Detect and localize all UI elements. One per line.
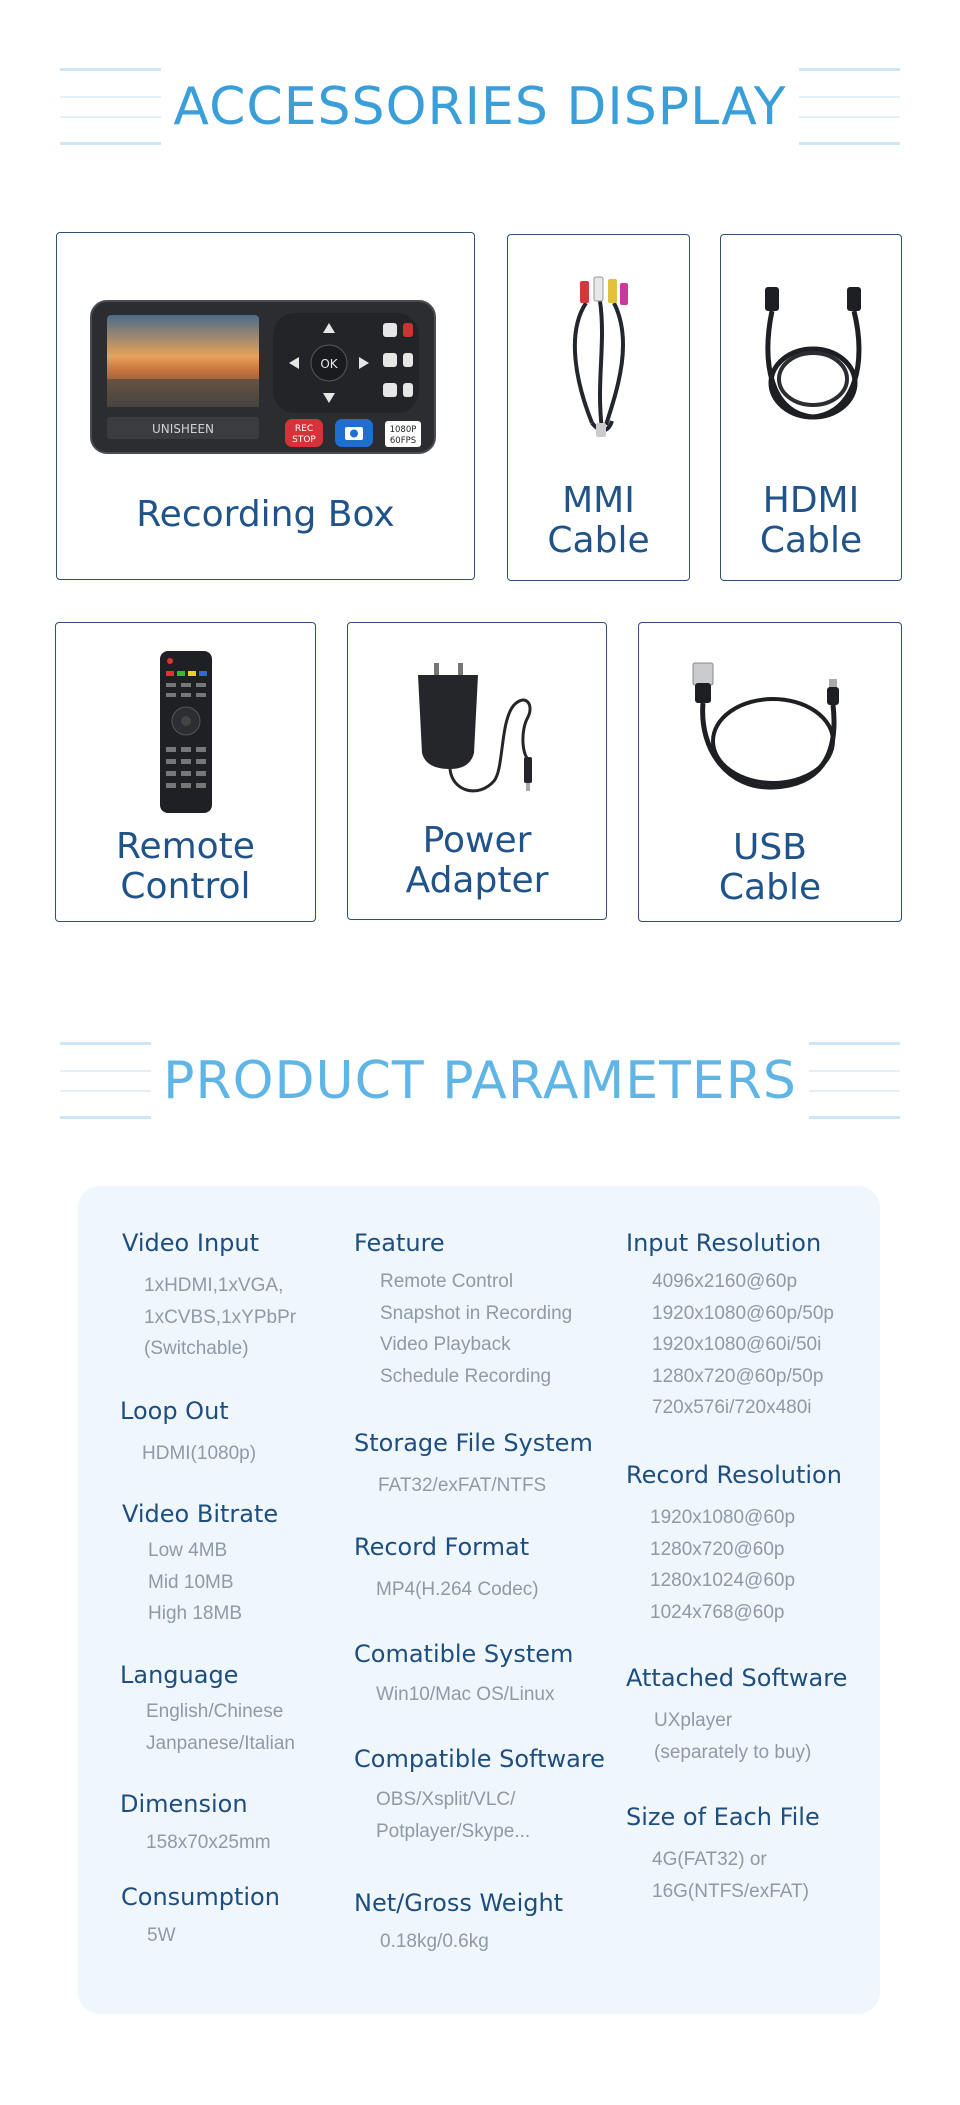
device-stop-text: STOP (292, 435, 316, 445)
accessory-label-power-adapter: Power Adapter (405, 820, 549, 901)
param-values: Remote Control Snapshot in Recording Video Playback Schedule Recording (380, 1271, 573, 1387)
param-heading: Record Resolution (626, 1461, 842, 1489)
param-size-of-each-file (626, 1802, 820, 1907)
param-values: 158x70x25mm (146, 1832, 271, 1853)
param-values: FAT32/exFAT/NTFS (378, 1475, 547, 1496)
hdmi-cable-image (751, 283, 875, 433)
param-values: MP4(H.264 Codec) (376, 1579, 539, 1600)
param-storage-file-system (354, 1428, 593, 1502)
param-values: Win10/Mac OS/Linux (376, 1684, 555, 1705)
param-compatible-system (354, 1639, 573, 1711)
accessory-card-recording-box (56, 232, 475, 580)
param-values: OBS/Xsplit/VLC/ Potplayer/Skype... (376, 1789, 531, 1842)
remote-control-image (158, 649, 214, 815)
usb-cable-image (689, 661, 857, 795)
param-attached-software (626, 1663, 847, 1768)
param-heading: Net/Gross Weight (354, 1889, 564, 1917)
param-heading: Compatible Software (354, 1745, 605, 1773)
device-badge-resolution: 1080P (389, 425, 417, 435)
param-values: 0.18kg/0.6kg (380, 1931, 489, 1952)
accessory-label-recording-box: Recording Box (136, 494, 395, 535)
param-record-resolution (626, 1460, 842, 1628)
param-heading: Loop Out (120, 1397, 229, 1425)
accessories-heading: ACCESSORIES DISPLAY (161, 66, 798, 148)
accessory-label-remote-control: Remote Control (116, 826, 255, 907)
device-badge-fps: 60FPS (389, 436, 417, 446)
param-feature (354, 1228, 572, 1392)
param-heading: Language (120, 1661, 239, 1689)
param-values: 4096x2160@60p 1920x1080@60p/50p 1920x1080@60i/50i 1280x720@60p/50p 720x576i/720x480i (652, 1271, 835, 1418)
accessory-card-mmi-cable (507, 234, 690, 581)
param-compatible-software (354, 1744, 605, 1847)
param-input-resolution (626, 1228, 834, 1424)
param-heading: Input Resolution (626, 1229, 822, 1257)
accessory-card-remote-control (55, 622, 316, 922)
parameters-section-title (60, 1040, 900, 1122)
param-values: 1920x1080@60p 1280x720@60p 1280x1024@60p 1024x768@60p (650, 1507, 796, 1623)
recording-box-image (89, 299, 437, 457)
param-language (120, 1660, 295, 1759)
parameters-heading: PRODUCT PARAMETERS (151, 1040, 809, 1122)
param-heading: Dimension (120, 1790, 248, 1818)
param-heading: Video Bitrate (122, 1500, 279, 1528)
param-heading: Record Format (354, 1533, 530, 1561)
param-values: 1xHDMI,1xVGA, 1xCVBS,1xYPbPr (Switchable) (144, 1275, 297, 1359)
param-values: UXplayer (separately to buy) (654, 1710, 812, 1763)
device-ok-text: OK (320, 357, 338, 371)
parameters-panel (78, 1186, 880, 2014)
accessory-label-hdmi-cable: HDMI Cable (759, 480, 863, 561)
param-values: 4G(FAT32) or 16G(NTFS/exFAT) (652, 1849, 809, 1902)
accessories-section-title (60, 66, 900, 148)
param-heading: Video Input (122, 1229, 260, 1257)
device-brand-text: UNISHEEN (151, 422, 215, 436)
mmi-cable-image (556, 273, 644, 439)
accessory-card-hdmi-cable (720, 234, 902, 581)
param-video-bitrate (122, 1499, 278, 1630)
accessory-label-mmi-cable: MMI Cable (547, 480, 650, 561)
param-heading: Size of Each File (626, 1803, 820, 1831)
param-values: English/Chinese Janpanese/Italian (146, 1701, 295, 1754)
param-heading: Attached Software (626, 1664, 848, 1692)
param-values: 5W (147, 1925, 176, 1946)
param-net-gross-weight (354, 1888, 563, 1958)
device-rec-text: REC (294, 424, 314, 434)
power-adapter-image (408, 661, 548, 803)
param-heading: Storage File System (354, 1429, 593, 1457)
param-heading: Feature (354, 1229, 445, 1257)
param-record-format (354, 1532, 539, 1606)
accessory-card-power-adapter (347, 622, 607, 920)
param-consumption (121, 1882, 280, 1952)
accessory-card-usb-cable (638, 622, 902, 922)
param-values: HDMI(1080p) (142, 1443, 257, 1464)
param-loop-out (120, 1396, 256, 1470)
param-values: Low 4MB Mid 10MB High 18MB (148, 1540, 242, 1624)
param-dimension (120, 1789, 271, 1859)
param-video-input (122, 1228, 296, 1365)
param-heading: Comatible System (354, 1640, 574, 1668)
param-heading: Consumption (121, 1883, 280, 1911)
accessory-label-usb-cable: USB Cable (718, 827, 822, 908)
